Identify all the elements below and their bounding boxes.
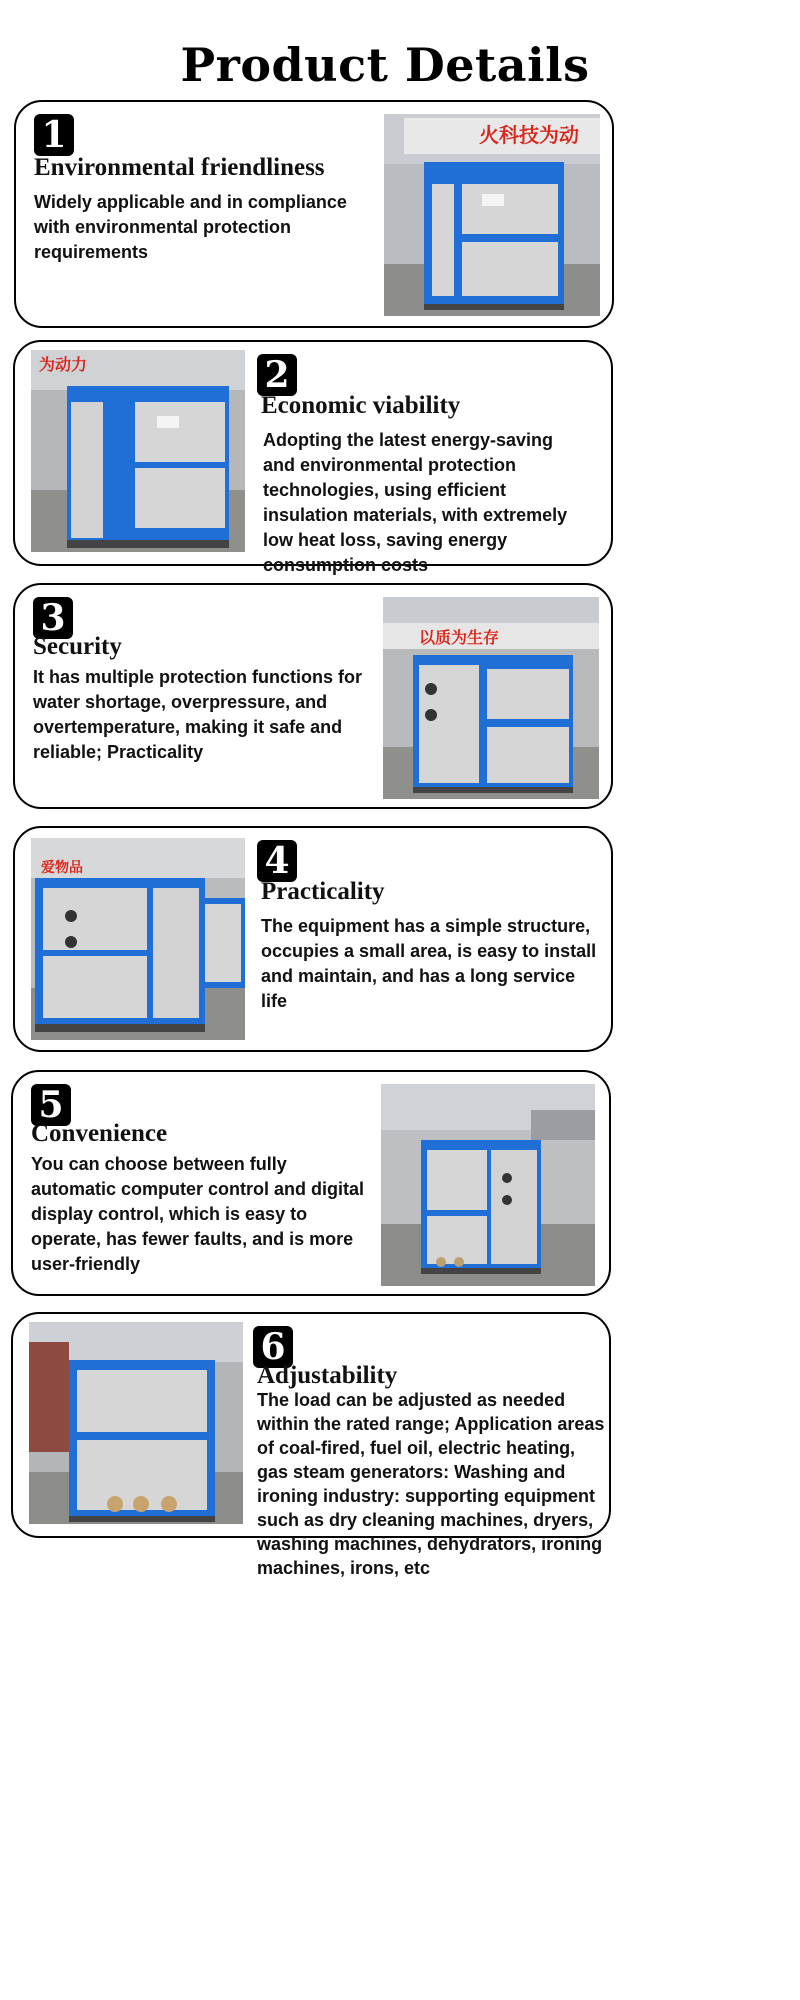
feature-card-4 — [13, 826, 613, 1052]
feature-card-2 — [13, 340, 613, 575]
feature-title: Economic viability — [261, 392, 461, 419]
feature-number-badge: 1 — [34, 114, 74, 156]
feature-card-6 — [11, 1312, 611, 1578]
photo-sign-text: 爱物品 — [41, 860, 83, 876]
feature-number-badge: 5 — [31, 1084, 71, 1126]
feature-description: It has multiple protection functions for water shortage, overpressure, and overtemperature, making it safe and reliable; Practicality — [33, 667, 363, 762]
feature-description: The load can be adjusted as needed within the rated range; Application areas of coal-fired, fuel oil, electric heating, gas steam generators: Washing and ironing industry: supporting equipment such as dry cleaning machines, dryers, washing machines, dehydrators, ironing machines, irons, etc — [257, 1390, 605, 1578]
feature-number-badge: 4 — [257, 840, 297, 882]
feature-title: Practicality — [261, 878, 385, 905]
feature-description: You can choose between fully automatic computer control and digital display control, which is easy to operate, has fewer faults, and is more user-friendly — [31, 1154, 365, 1274]
feature-description: Widely applicable and in compliance with environmental protection requirements — [34, 192, 347, 262]
feature-card-3 — [13, 583, 613, 809]
feature-description: The equipment has a simple structure, occupies a small area, is easy to install and maintain, and has a long service life — [261, 916, 597, 1011]
feature-title: Convenience — [31, 1120, 168, 1147]
photo-sign-text: 火科技为动 — [479, 123, 579, 147]
steam-generator-photo — [29, 1322, 243, 1524]
page-title: Product Details — [180, 38, 590, 92]
steam-generator-photo — [384, 114, 600, 316]
feature-description: Adopting the latest energy-saving and environmental protection technologies, using efficient insulation materials, with extremely low heat loss, saving energy consumption costs — [263, 430, 568, 575]
feature-number-badge: 2 — [257, 354, 297, 396]
steam-generator-photo — [381, 1084, 595, 1286]
steam-generator-photo — [31, 350, 245, 552]
steam-generator-photo — [31, 838, 245, 1040]
feature-title: Security — [33, 633, 122, 660]
feature-card-1 — [14, 100, 614, 328]
feature-number-badge: 6 — [253, 1326, 293, 1368]
feature-title: Environmental friendliness — [34, 154, 325, 181]
feature-title: Adjustability — [257, 1362, 398, 1389]
steam-generator-photo — [383, 597, 599, 799]
feature-number-badge: 3 — [33, 597, 73, 639]
photo-sign-text: 以质为生存 — [419, 628, 500, 647]
feature-card-5 — [11, 1070, 611, 1296]
photo-sign-text: 为动力 — [39, 355, 88, 374]
